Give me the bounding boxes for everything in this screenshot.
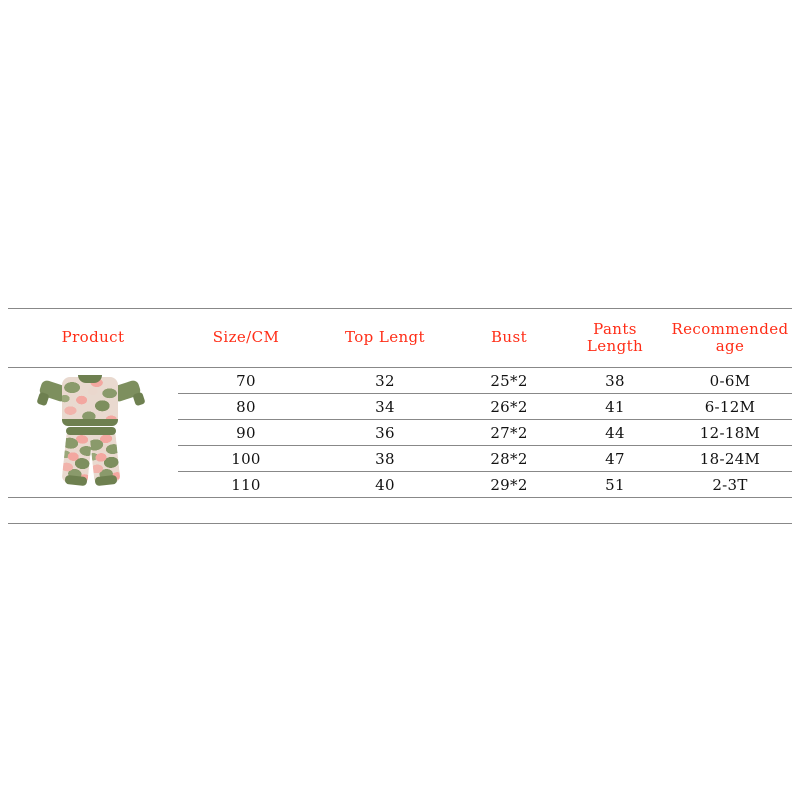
cell-top-length: 36	[314, 420, 456, 446]
cell-size: 80	[178, 394, 314, 420]
garment-cuff-right	[132, 392, 145, 407]
column-header-product: Product	[8, 309, 178, 368]
garment-cuff-left	[36, 392, 49, 407]
spacer-cell-top-length	[314, 498, 456, 524]
product-image-cell	[8, 368, 178, 498]
spacer-cell-product	[8, 498, 178, 524]
column-header-pants-length	[562, 309, 668, 368]
cell-pants-length: 44	[562, 420, 668, 446]
cell-pants-length: 41	[562, 394, 668, 420]
cell-size: 110	[178, 472, 314, 498]
table-footer-spacer-row	[8, 498, 792, 524]
cell-bust: 27*2	[456, 420, 562, 446]
cell-bust: 29*2	[456, 472, 562, 498]
garment-top	[62, 377, 118, 425]
cell-age: 18-24M	[668, 446, 792, 472]
cell-size: 70	[178, 368, 314, 394]
table-header-row	[8, 309, 792, 368]
cell-top-length: 38	[314, 446, 456, 472]
column-header-recommended-age	[668, 309, 792, 368]
cell-bust: 26*2	[456, 394, 562, 420]
recommended-age-line-1: Recommended	[671, 319, 789, 338]
recommended-age-line-2: age	[715, 337, 745, 355]
garment-ankle-left	[65, 475, 88, 486]
cell-size: 100	[178, 446, 314, 472]
garment-ankle-right	[95, 475, 118, 486]
spacer-cell-pants-length	[562, 498, 668, 524]
cell-pants-length: 38	[562, 368, 668, 394]
cell-age: 6-12M	[668, 394, 792, 420]
garment-top-hem	[62, 419, 118, 426]
garment-waistband	[66, 427, 116, 435]
size-chart-table	[8, 308, 792, 524]
cell-size: 90	[178, 420, 314, 446]
cell-age: 0-6M	[668, 368, 792, 394]
pants-length-line-2: Length	[586, 337, 644, 355]
spacer-cell-age	[668, 498, 792, 524]
column-header-top-length: Top Lengt	[314, 309, 456, 368]
garment-illustration	[38, 375, 148, 490]
cell-age: 12-18M	[668, 420, 792, 446]
column-header-bust: Bust	[456, 309, 562, 368]
pants-length-line-1: Pants	[593, 319, 637, 338]
cell-age: 2-3T	[668, 472, 792, 498]
column-header-size: Size/CM	[178, 309, 314, 368]
table-row	[8, 368, 792, 394]
cell-pants-length: 47	[562, 446, 668, 472]
cell-bust: 28*2	[456, 446, 562, 472]
spacer-cell-size	[178, 498, 314, 524]
spacer-cell-bust	[456, 498, 562, 524]
cell-top-length: 40	[314, 472, 456, 498]
cell-top-length: 32	[314, 368, 456, 394]
cell-top-length: 34	[314, 394, 456, 420]
cell-pants-length: 51	[562, 472, 668, 498]
cell-bust: 25*2	[456, 368, 562, 394]
